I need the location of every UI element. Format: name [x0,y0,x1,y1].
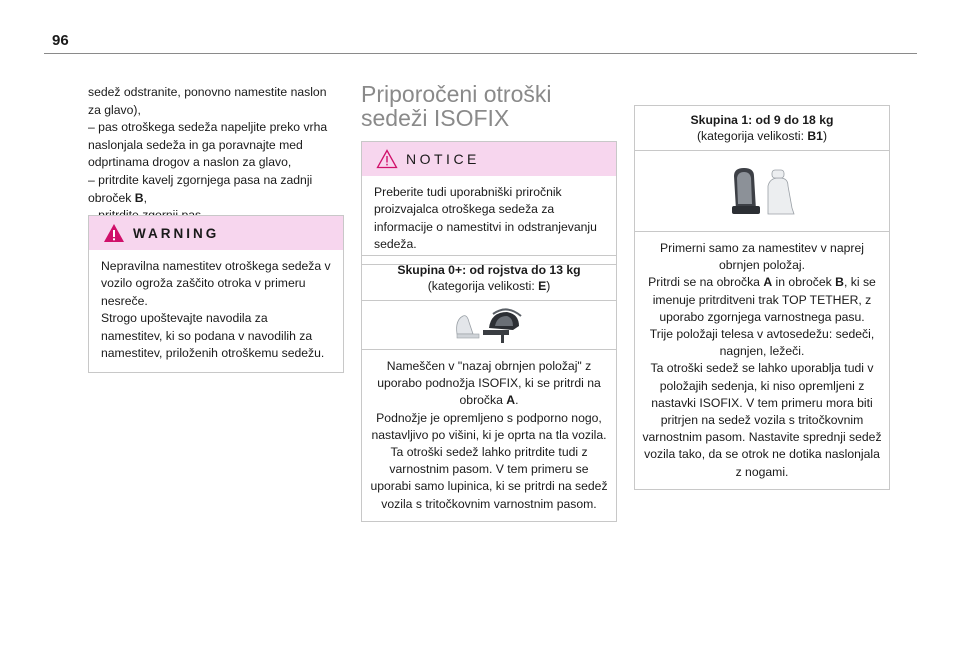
group-1-title: Skupina 1: od 9 do 18 kg [690,113,834,127]
section-title: Priporočeni otroški sedeži ISOFIX [361,81,552,131]
isofix-forward-facing-seat-image [722,164,802,218]
paragraph: Pritrdi se na obročka A in obroček B, ki se imenuje pritrditveni trak TOP TETHER, z uporabo zgornjega varnostnega pasu. [648,275,876,324]
paragraph: Preberite tudi uporabniški priročnik proizvajalca otroškega sedeža za informacije o namestitvi in odstranjevanju sedeža. [374,185,597,252]
paragraph: Nepravilna namestitev otroškega sedeža v vozilo ogroža zaščito otroka v primeru nesreče. [101,259,331,308]
group-0-description [362,350,616,521]
warning-title: WARNING [133,225,220,241]
notice-title: NOTICE [406,151,480,167]
group-0-box [361,255,617,522]
paragraph: – pas otroškega sedeža napeljite preko vrha naslonjala sedeža in ga poravnajte med odprtinama drogov a naslon za glavo, [88,120,328,170]
page-number: 96 [52,32,69,49]
group-0-title: Skupina 0+: od rojstva do 13 kg [397,263,581,277]
group-1-size: (kategorija velikosti: B1) [696,129,828,143]
group-1-box [634,105,890,490]
notice-header [362,142,616,176]
paragraph: Ta otroški sedež lahko pritrdite tudi z varnostnim pasom. V tem primeru se uporabi samo lupinica, ki se pritrdi na sedež vozila s tritočkovnim varnostnim pasom. [370,445,608,511]
warning-body [89,250,343,372]
paragraph: sedež odstranite, ponovno namestite naslon za glavo), [88,85,327,117]
group-0-size: (kategorija velikosti: E) [427,279,551,293]
paragraph: – pritrdite kavelj zgornjega pasa na zadnji obroček B, [88,172,313,205]
isofix-infant-carrier-with-base-image [449,306,529,344]
group-1-image-cell [635,151,889,232]
left-column-text [88,84,342,225]
group-0-image-cell [362,301,616,350]
paragraph: Podnožje je opremljeno s podporno nogo, nastavljivo po višini, ki je oprta na tla vozila. [371,410,607,442]
group-1-description [635,232,889,489]
notice-box [361,141,617,265]
ring-label: B [134,190,144,205]
warning-box [88,215,344,373]
notice-triangle-icon [376,149,398,169]
paragraph: Primerni samo za namestitev v naprej obrnjen položaj. [660,241,864,273]
warning-header [89,216,343,250]
paragraph: Ta otroški sedež se lahko uporablja tudi v položajih sedenja, ki niso opremljeni z nastavki ISOFIX. V tem primeru mora biti pritrjen na sedež vozila s tritočkovnim varnostnim pasom. Nastavite sprednji sedež vozila tako, da se otrok ne dotika naslonjala z nogami. [642,361,882,479]
paragraph: Nameščen v "nazaj obrnjen položaj" z uporabo podnožja ISOFIX, ki se pritrdi na obročka A. [377,359,601,408]
header-divider [44,53,917,54]
paragraph: Trije položaji telesa v avtosedežu: sedeči, nagnjen, ležeči. [649,327,875,359]
group-1-header [635,106,889,151]
group-0-header [362,256,616,301]
warning-triangle-icon [103,223,125,243]
paragraph: Strogo upoštevajte navodila za namestitev, ki so podana v navodilih za namestitev, priloženih otroškemu sedežu. [101,311,325,361]
notice-body [362,176,616,264]
